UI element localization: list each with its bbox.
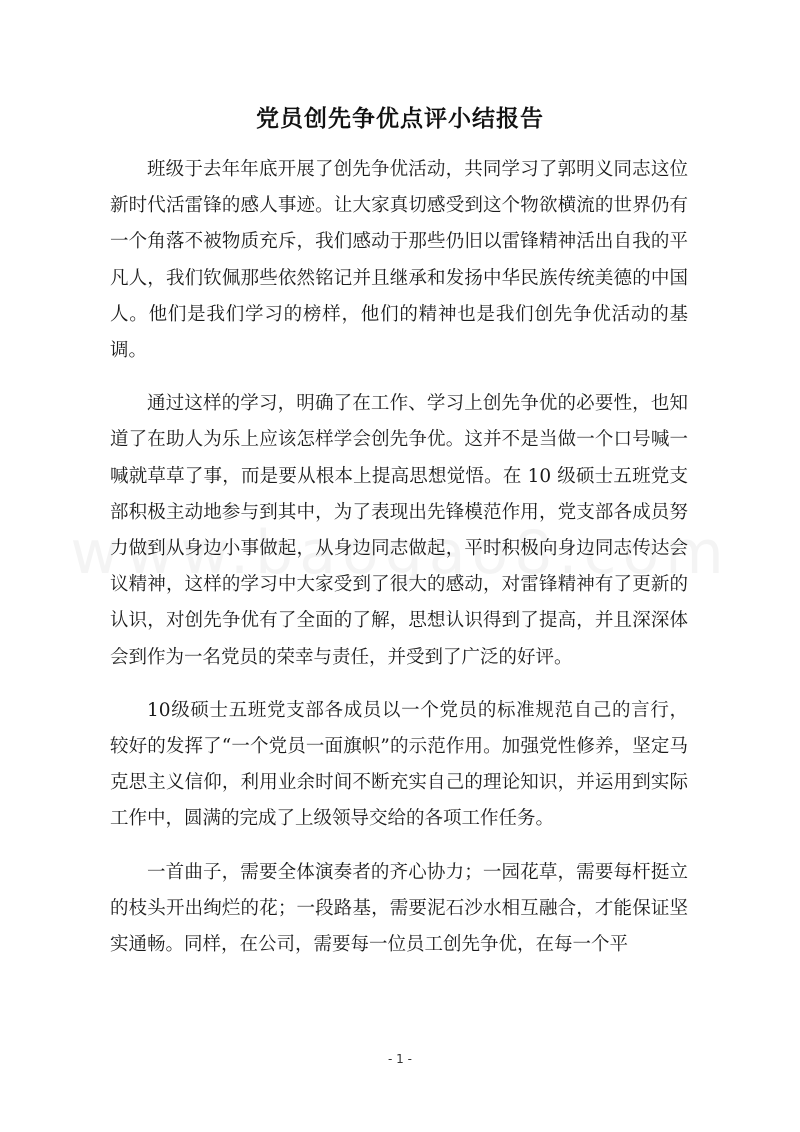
page-number: - 1 - <box>388 1052 412 1066</box>
paragraph-1: 班级于去年年底开展了创先争优活动，共同学习了郭明义同志这位新时代活雷锋的感人事迹。让大家真切感受到这个物欲横流的世界仍有一个角落不被物质充斥，我们感动于那些仍旧以雷锋精神活出自我的平凡人，我们钦佩那些依然铭记并且继承和发扬中华民族传统美德的中国人。他们是我们学习的榜样，他们的精神也是我们创先争优活动的基调。 <box>110 159 688 362</box>
document-title: 党员创先争优点评小结报告 <box>256 105 544 132</box>
document-body <box>110 152 688 980</box>
paragraph-3: 10级硕士五班党支部各成员以一个党员的标准规范自己的言行，较好的发挥了“一个党员一面旗帜”的示范作用。加强党性修养，坚定马克思主义信仰，利用业余时间不断充实自己的理论知识，并运用到实际工作中，圆满的完成了上级领导交给的各项工作任务。 <box>110 699 688 830</box>
paragraph-2: 通过这样的学习，明确了在工作、学习上创先争优的必要性，也知道了在助人为乐上应该怎样学会创先争优。这并不是当做一个口号喊一喊就草草了事，而是要从根本上提高思想觉悟。在 10 级硕士五班党支部积极主动地参与到其中，为了表现出先锋模范作用，党支部各成员努力做到从身边小事做起，从身边同志做起，平时积极向身边同志传达会议精神，这样的学习中大家受到了很大的感动，对雷锋精神有了更新的认识，对创先争优有了全面的了解，思想认识得到了提高，并且深深体会到作为一名党员的荣幸与责任，并受到了广泛的好评。 <box>110 393 688 668</box>
paragraph-4: 一首曲子，需要全体演奏者的齐心协力；一园花草，需要每杆挺立的枝头开出绚烂的花；一段路基，需要泥石沙水相互融合，才能保证坚实通畅。同样，在公司，需要每一位员工创先争优，在每一个平 <box>110 861 688 956</box>
